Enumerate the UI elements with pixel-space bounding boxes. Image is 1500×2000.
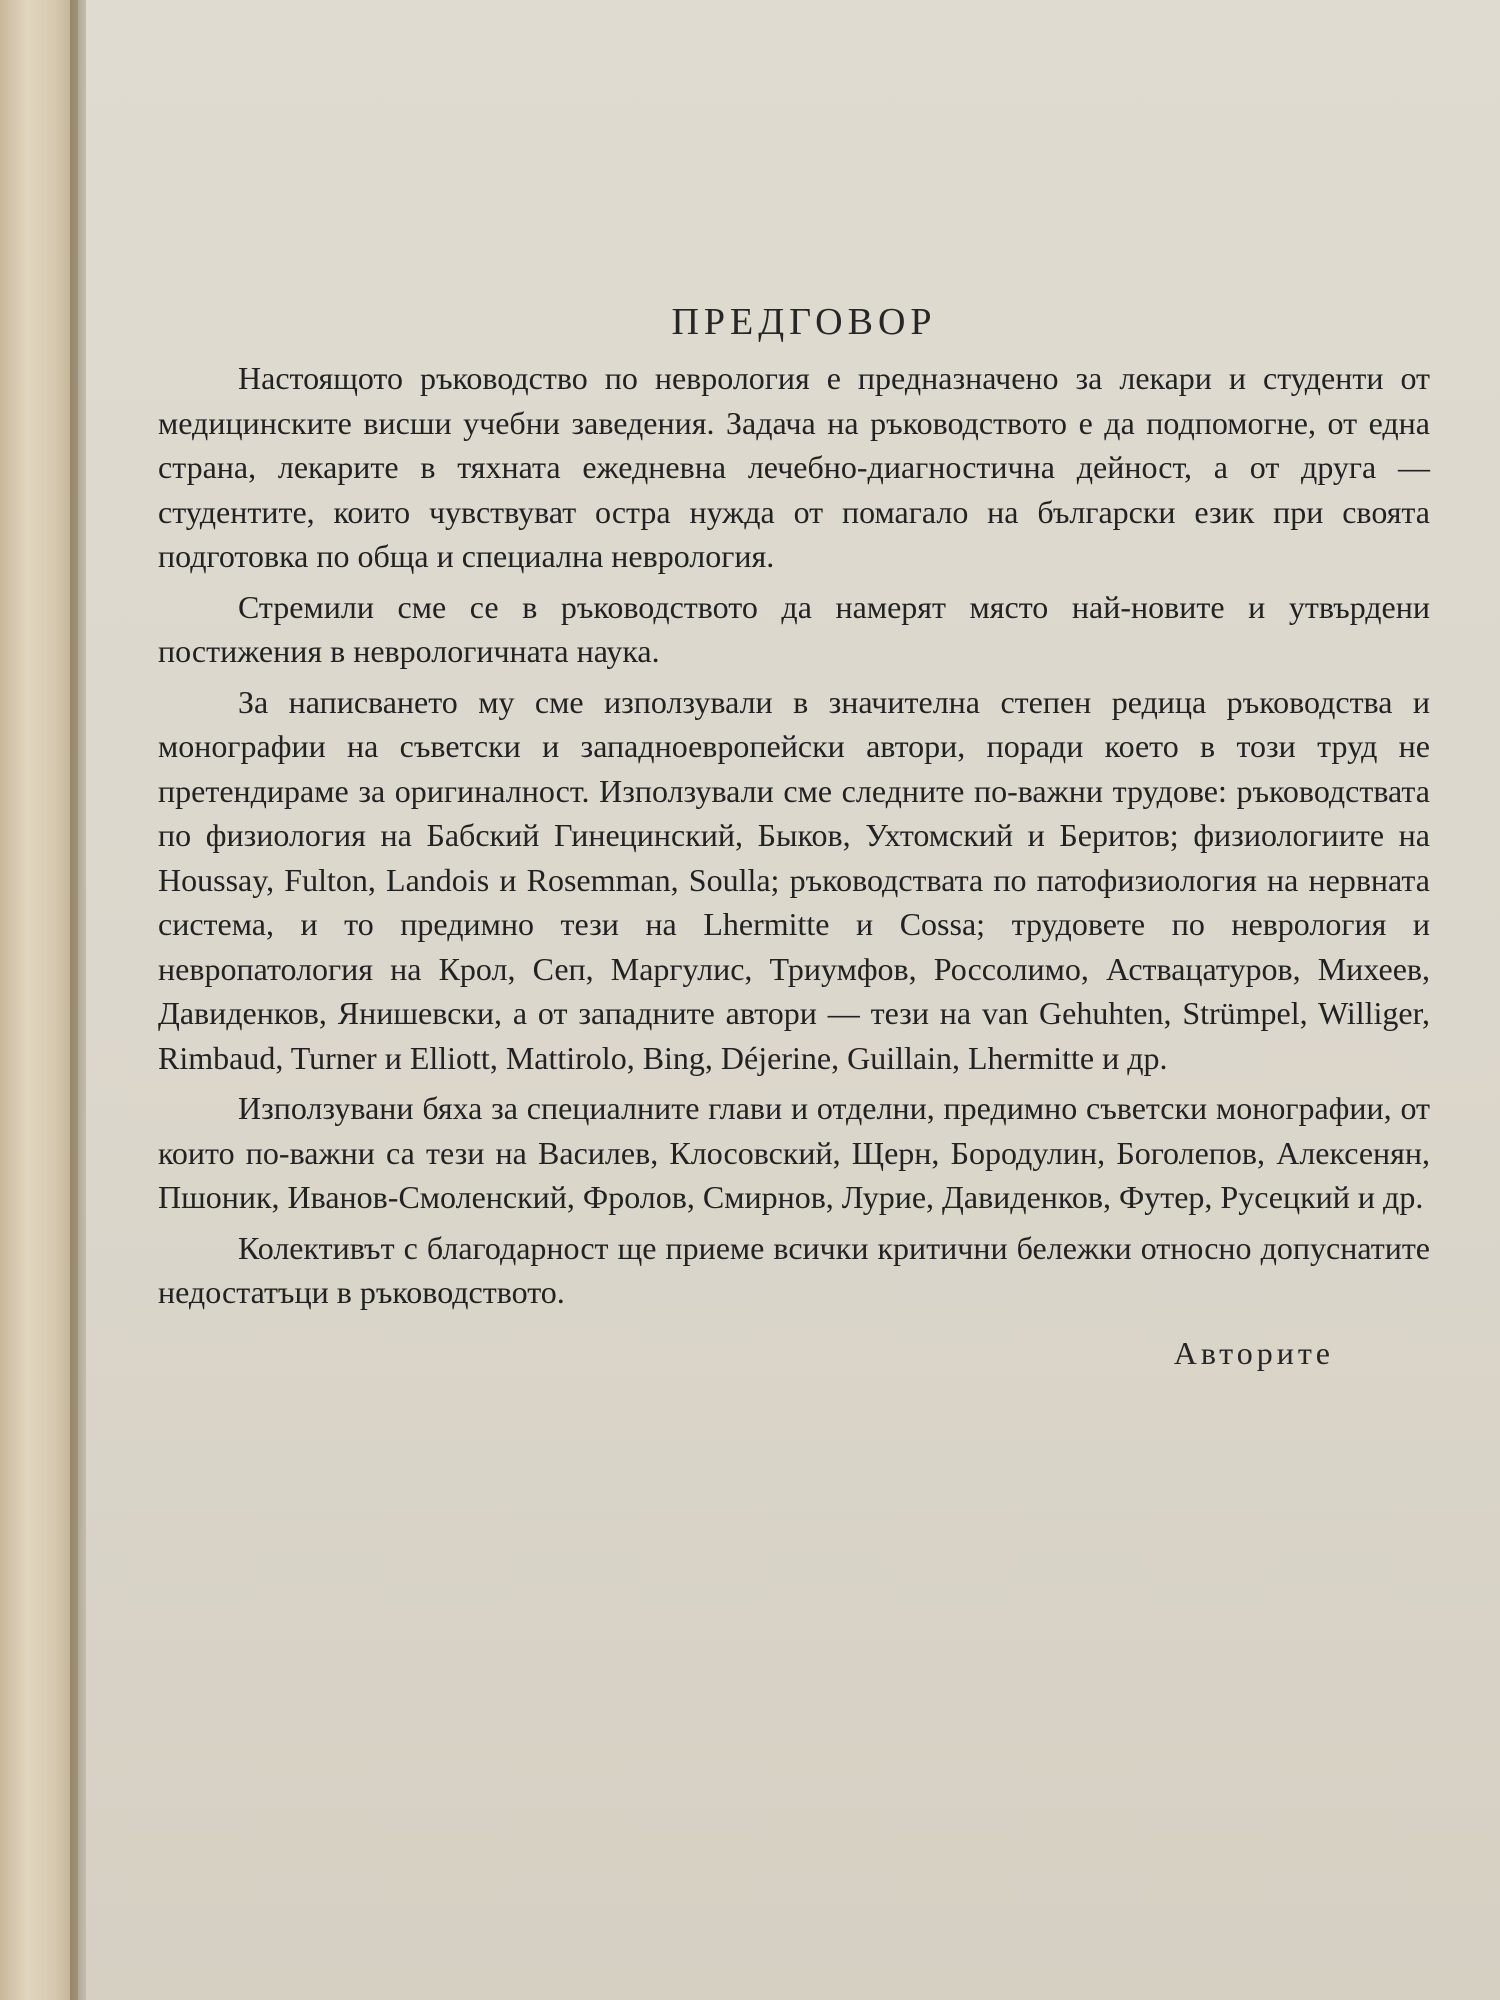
paragraph-4: Използувани бяха за специалните глави и отделни, предимно съветски монографии, от които по-важни са тези на Василев, Клосовский, Щерн, Бородулин, Боголепов, Алексенян, Пшоник, Иванов-Смоленский, Фролов, Смирнов, Лурие, Давиденков, Футер, Русецкий и др. (158, 1090, 1430, 1215)
page-title: ПРЕДГОВОР (671, 301, 937, 343)
paragraph-5: Колективът с благодарност ще приеме всички критични бележки относно допуснатите недостатъци в ръководството. (158, 1229, 1430, 1310)
book-page (86, 0, 1500, 2000)
paragraph-1: Настоящото ръководство по неврология е предназначено за лекари и студенти от медицинските висши учебни заведения. Задача на ръководството е да подпомогне, от една страна, лекарите в тяхната ежедневна лечебно-диагностична дейност, а от друга — студентите, които чувствуват остра нужда от помагало на български език при своята подготовка по обща и специална неврология. (158, 360, 1430, 574)
signature: Авторите (1173, 1334, 1334, 1371)
page-content (158, 300, 1430, 1372)
paragraph-3: За написването му сме използували в значителна степен редица ръководства и монографии на съветски и западноевропейски автори, поради което в този труд не претендираме за оригиналност. Използували сме следните по-важни трудове: ръководствата по физиология на Бабский Гинецинский, Быков, Ухтомский и Беритов; физиологиите на Houssay, Fulton, Landois и Rosemman, Soulla; ръководствата по патофизиология на нервната система, и то предимно тези на Lhermitte и Cossa; трудовете по неврология и невропатология на Крол, Сеп, Маргулис, Триумфов, Россолимо, Аствацатуров, Михеев, Давиденков, Янишевски, а от западните автори — тези на van Gehuhten, Strümpel, Williger, Rimbaud, Turner и Elliott, Mattirolo, Bing, Déjerine, Guillain, Lhermitte и др. (158, 683, 1430, 1076)
paragraph-2: Стремили сме се в ръководството да намерят място най-новите и утвърдени постижения в неврологичната наука. (158, 588, 1430, 669)
book-left-edge (0, 0, 78, 2000)
